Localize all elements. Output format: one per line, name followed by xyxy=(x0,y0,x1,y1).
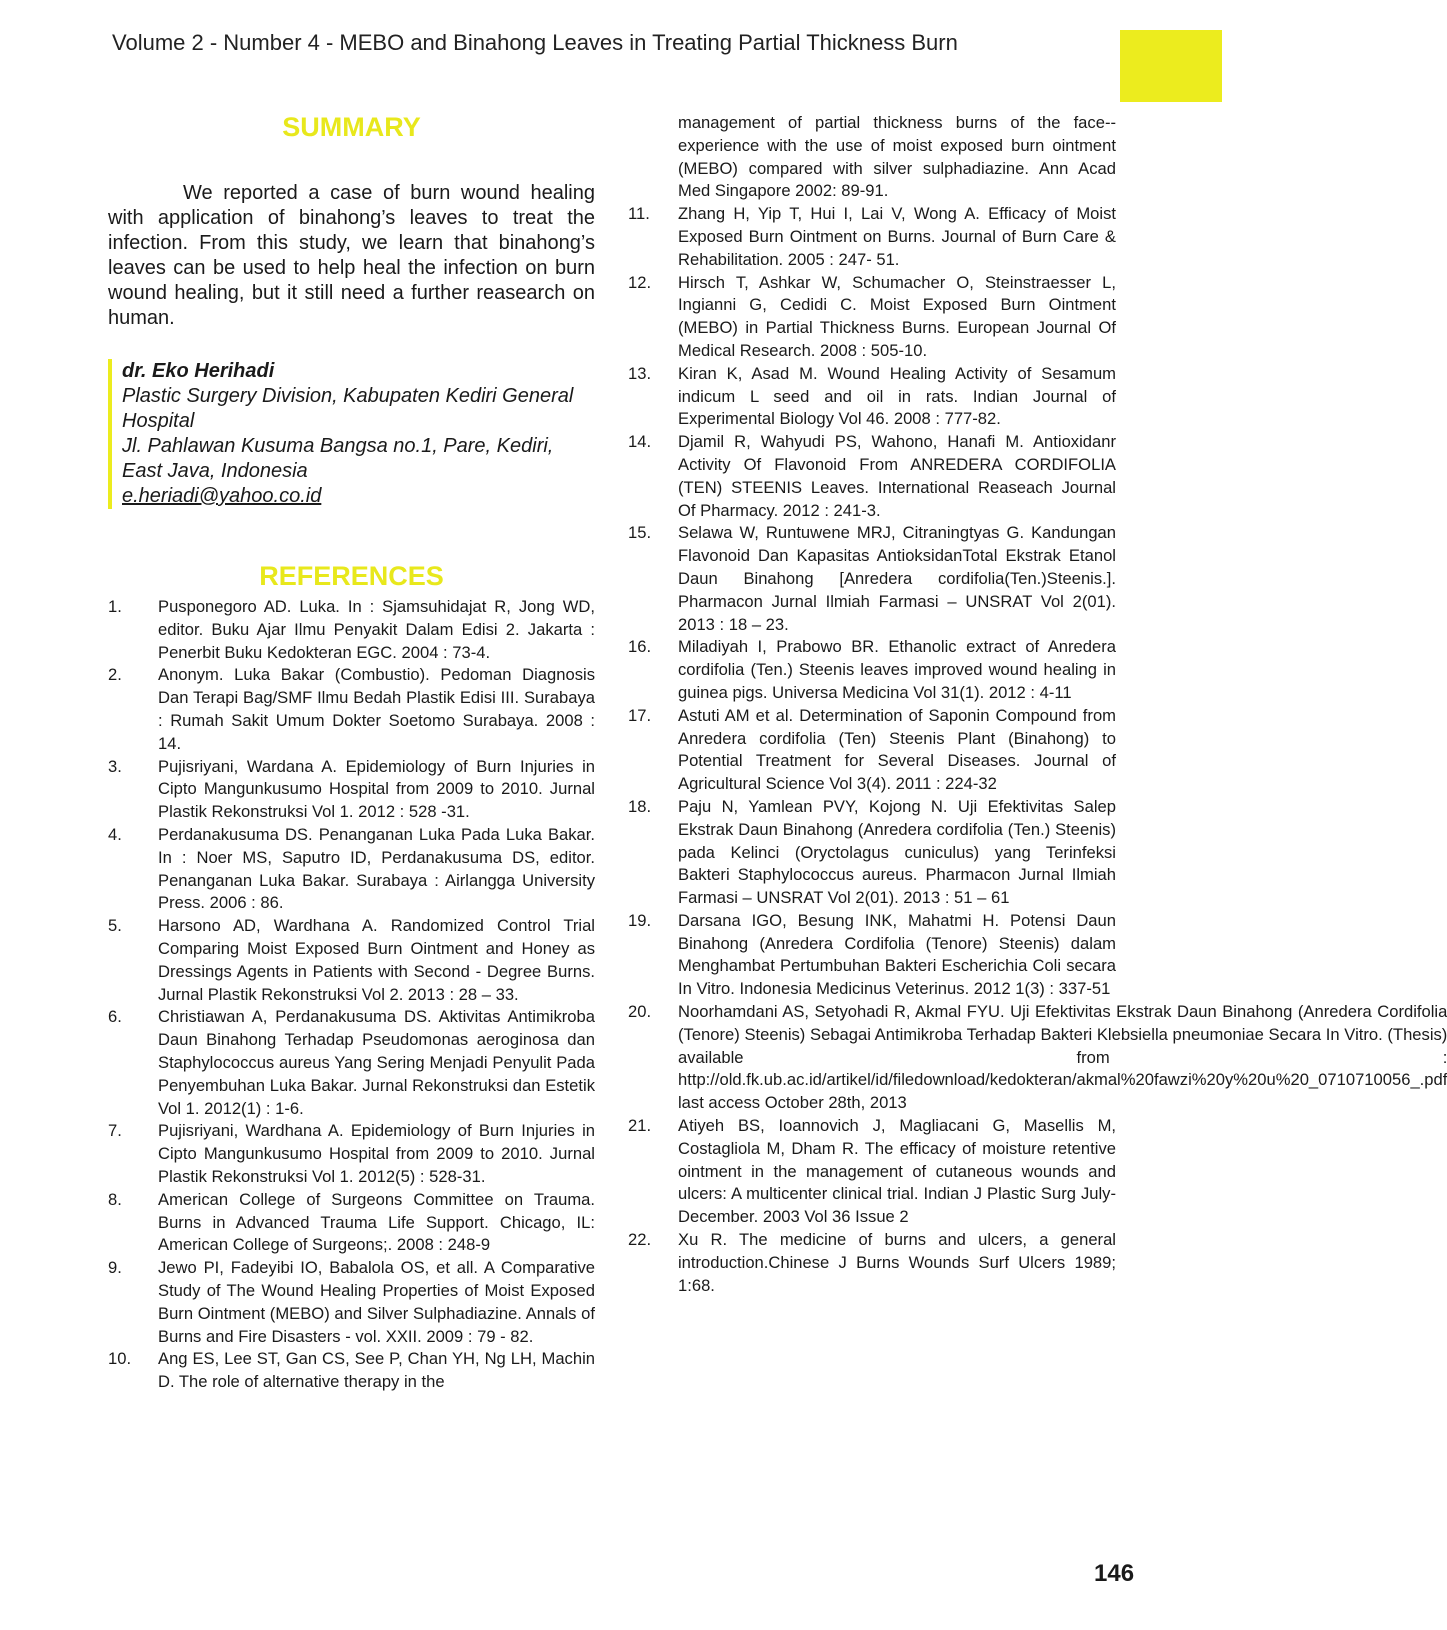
right-column xyxy=(628,112,1447,1297)
reference-number: 4. xyxy=(108,824,122,844)
reference-item xyxy=(628,431,1116,522)
reference-number: 9. xyxy=(108,1258,122,1278)
reference-number: 10. xyxy=(108,1349,132,1369)
reference-number: 20. xyxy=(628,1002,652,1022)
reference-item xyxy=(108,1006,595,1120)
reference-text: Hirsch T, Ashkar W, Schumacher O, Steinstraesser L, Ingianni G, Cedidi C. Moist Exposed Burn Ointment (MEBO) in Partial Thickness Burns. European Journal Of Medical Research. 2008 : 505-10. xyxy=(678,272,1116,360)
reference-text: Astuti AM et al. Determination of Saponin Compound from Anredera cordifolia (Ten) Steenis Plant (Binahong) to Potential Treatment for Several Diseases. Journal of Agricultural Science Vol 3(4). 2011 : 224-32 xyxy=(678,705,1116,794)
reference-item xyxy=(108,596,595,664)
summary-text: We reported a case of burn wound healing with application of binahong’s leaves to treat the infection. From this study, we learn that binahong’s leaves can be used to help heal the infection on burn wound healing, but it still need a further reasearch on human. xyxy=(108,182,595,329)
reference-number: 3. xyxy=(108,756,122,776)
reference-item xyxy=(108,756,595,824)
reference-item xyxy=(628,705,1116,796)
reference-text: Christiawan A, Perdanakusuma DS. Aktivitas Antimikroba Daun Binahong Terhadap Pseudomonas aeroginosa dan Staphylococcus aureus Yang Sering Menjadi Penyulit Pada Penyembuhan Luka Bakar. Jurnal Rekonstruksi dan Estetik Vol 1. 2012(1) : 1-6. xyxy=(158,1007,595,1118)
author-email-link[interactable]: e.heriadi@yahoo.co.id xyxy=(122,485,322,507)
reference-item xyxy=(628,636,1116,704)
reference-item xyxy=(628,522,1116,636)
reference-number: 2. xyxy=(108,665,122,685)
reference-text: Djamil R, Wahyudi PS, Wahono, Hanafi M. Antioxidanr Activity Of Flavonoid From ANREDERA CORDIFOLIA (TEN) STEENIS Leaves. International Reaseach Journal Of Pharmacy. 2012 : 241-3. xyxy=(678,432,1116,520)
reference-list-right xyxy=(628,112,1447,1297)
reference-text: American College of Surgeons Committee on Trauma. Burns in Advanced Trauma Life Support. Chicago, IL: American College of Surgeons;. 2008 : 248-9 xyxy=(158,1189,595,1255)
author-name: dr. Eko Herihadi xyxy=(122,360,275,382)
reference-item xyxy=(628,363,1116,431)
reference-item xyxy=(108,1189,595,1257)
reference-number: 16. xyxy=(628,637,652,657)
reference-number: 22. xyxy=(628,1230,652,1250)
reference-number-blank xyxy=(628,112,678,203)
reference-text: Pusponegoro AD. Luka. In : Sjamsuhidajat R, Jong WD, editor. Buku Ajar Ilmu Penyakit Dalam Edisi 2. Jakarta : Penerbit Buku Kedokteran EGC. 2004 : 73-4. xyxy=(158,597,595,662)
reference-text: Zhang H, Yip T, Hui I, Lai V, Wong A. Efficacy of Moist Exposed Burn Ointment on Burns. Journal of Burn Care & Rehabilitation. 2005 : 247- 51. xyxy=(678,204,1116,269)
reference-item xyxy=(108,664,595,755)
reference-text: Ang ES, Lee ST, Gan CS, See P, Chan YH, Ng LH, Machin D. The role of alternative therapy in the xyxy=(158,1349,595,1392)
reference-list-left xyxy=(108,596,595,1394)
reference-text: Pujisriyani, Wardhana A. Epidemiology of Burn Injuries in Cipto Mangunkusumo Hospital from 2009 to 2010. Jurnal Plastik Rekonstruksi Vol 1. 2012(5) : 528-31. xyxy=(158,1121,595,1186)
reference-text: Miladiyah I, Prabowo BR. Ethanolic extract of Anredera cordifolia (Ten.) Steenis leaves improved wound healing in guinea pigs. Universa Medicina Vol 31(1). 2012 : 4-11 xyxy=(678,637,1116,702)
page-number: 146 xyxy=(1094,1560,1135,1587)
reference-item xyxy=(628,1001,1447,1115)
references-title: REFERENCES xyxy=(259,561,444,591)
left-column xyxy=(108,110,595,1394)
reference-text: Xu R. The medicine of burns and ulcers, a general introduction.Chinese J Burns Wounds Surf Ulcers 1989; 1:68. xyxy=(678,1230,1116,1295)
summary-title: SUMMARY xyxy=(282,112,421,142)
reference-text: Kiran K, Asad M. Wound Healing Activity of Sesamum indicum L seed and oil in rats. Indian Journal of Experimental Biology Vol 46. 2008 : 777-82. xyxy=(678,363,1116,429)
reference-text: Jewo PI, Fadeyibi IO, Babalola OS, et all. A Comparative Study of The Wound Healing Properties of Moist Exposed Burn Ointment (MEBO) and Silver Sulphadiazine. Annals of Burns and Fire Disasters - vol. XXII. 2009 : 79 - 82. xyxy=(158,1258,595,1346)
reference-number: 7. xyxy=(108,1121,122,1141)
reference-item xyxy=(628,272,1116,363)
reference-text: Anonym. Luka Bakar (Combustio). Pedoman Diagnosis Dan Terapi Bag/SMF Ilmu Bedah Plastik Edisi III. Surabaya : Rumah Sakit Umum Dokter Soetomo Surabaya. 2008 : 14. xyxy=(158,665,595,753)
reference-number: 13. xyxy=(628,363,652,383)
reference-text: Noorhamdani AS, Setyohadi R, Akmal FYU. Uji Efektivitas Ekstrak Daun Binahong (Anredera Cordifolia (Tenore) Steenis) Sebagai Antimikroba Terhadap Bakteri Klebsiella pneumoniae Secara In Vitro. (Thesis) available from : http://old.fk.ub.ac.id/artikel/id/filedownload/kedokteran/akmal%20fawzi%20y%20u%20_0710710056_.pdf last access October 28th, 2013 xyxy=(678,1002,1447,1113)
reference-number: 6. xyxy=(108,1007,122,1027)
reference-number: 21. xyxy=(628,1116,652,1136)
reference-number: 5. xyxy=(108,916,122,936)
reference-text: Selawa W, Runtuwene MRJ, Citraningtyas G. Kandungan Flavonoid Dan Kapasitas AntioksidanTotal Ekstrak Etanol Daun Binahong [Anredera cordifolia(Ten.)Steenis.]. Pharmacon Jurnal Ilmiah Farmasi – UNSRAT Vol 2(01). 2013 : 18 – 23. xyxy=(678,523,1116,634)
reference-number: 1. xyxy=(108,597,122,616)
reference-item xyxy=(628,910,1116,1001)
reference-text: Atiyeh BS, Ioannovich J, Magliacani G, Masellis M, Costagliola M, Dham R. The efficacy of moisture retentive ointment in the management of cutaneous wounds and ulcers: A multicenter clinical trial. Indian J Plastic Surg July-December. 2003 Vol 36 Issue 2 xyxy=(678,1116,1116,1227)
author-affiliation: Plastic Surgery Division, Kabupaten Kediri General Hospital xyxy=(122,385,574,432)
reference-number: 8. xyxy=(108,1189,122,1209)
reference-number: 14. xyxy=(628,432,652,452)
reference-item xyxy=(108,1120,595,1188)
reference-text: Paju N, Yamlean PVY, Kojong N. Uji Efektivitas Salep Ekstrak Daun Binahong (Anredera cordifolia (Ten.) Steenis) pada Kelinci (Oryctolagus cuniculus) yang Terinfeksi Bakteri Staphylococcus aureus. Pharmacon Jurnal Ilmiah Farmasi – UNSRAT Vol 2(01). 2013 : 51 – 61 xyxy=(678,796,1116,908)
reference-text: Pujisriyani, Wardana A. Epidemiology of Burn Injuries in Cipto Mangunkusumo Hospital from 2009 to 2010. Jurnal Plastik Rekonstruksi Vol 1. 2012 : 528 -31. xyxy=(158,756,595,822)
reference-item xyxy=(628,203,1116,271)
corner-tab xyxy=(1120,30,1222,102)
reference-text: management of partial thickness burns of the face--experience with the use of moist exposed burn ointment (MEBO) compared with silver sulphadiazine. Ann Acad Med Singapore 2002: 89-91. xyxy=(678,113,1116,201)
reference-text: Harsono AD, Wardhana A. Randomized Control Trial Comparing Moist Exposed Burn Ointment and Honey as Dressings Agents in Patients with Second - Degree Burns. Jurnal Plastik Rekonstruksi Vol 2. 2013 : 28 – 33. xyxy=(158,916,595,1004)
reference-number: 18. xyxy=(628,796,652,816)
reference-item xyxy=(628,1115,1116,1229)
reference-item xyxy=(108,824,595,915)
reference-number: 11. xyxy=(628,204,650,224)
author-block xyxy=(108,359,595,509)
reference-number: 17. xyxy=(628,705,652,725)
reference-item xyxy=(108,1348,595,1394)
reference-number: 12. xyxy=(628,272,652,292)
reference-continuation xyxy=(628,112,1116,203)
reference-item xyxy=(108,1257,595,1348)
reference-text: Darsana IGO, Besung INK, Mahatmi H. Potensi Daun Binahong (Anredera Cordifolia (Tenore) Steenis) dalam Menghambat Pertumbuhan Bakteri Escherichia Coli secara In Vitro. Indonesia Medicinus Veterinus. 2012 1(3) : 337-51 xyxy=(678,910,1116,999)
author-address: Jl. Pahlawan Kusuma Bangsa no.1, Pare, Kediri, East Java, Indonesia xyxy=(122,435,554,482)
reference-item xyxy=(108,915,595,1006)
reference-text: Perdanakusuma DS. Penanganan Luka Pada Luka Bakar. In : Noer MS, Saputro ID, Perdanakusuma DS, editor. Penanganan Luka Bakar. Surabaya : Airlangga University Press. 2006 : 86. xyxy=(158,824,595,913)
reference-item xyxy=(628,1229,1116,1297)
running-head: Volume 2 - Number 4 - MEBO and Binahong Leaves in Treating Partial Thickness Burn xyxy=(112,30,958,55)
reference-number: 15. xyxy=(628,523,652,543)
reference-number: 19. xyxy=(628,910,652,930)
reference-item xyxy=(628,796,1116,910)
